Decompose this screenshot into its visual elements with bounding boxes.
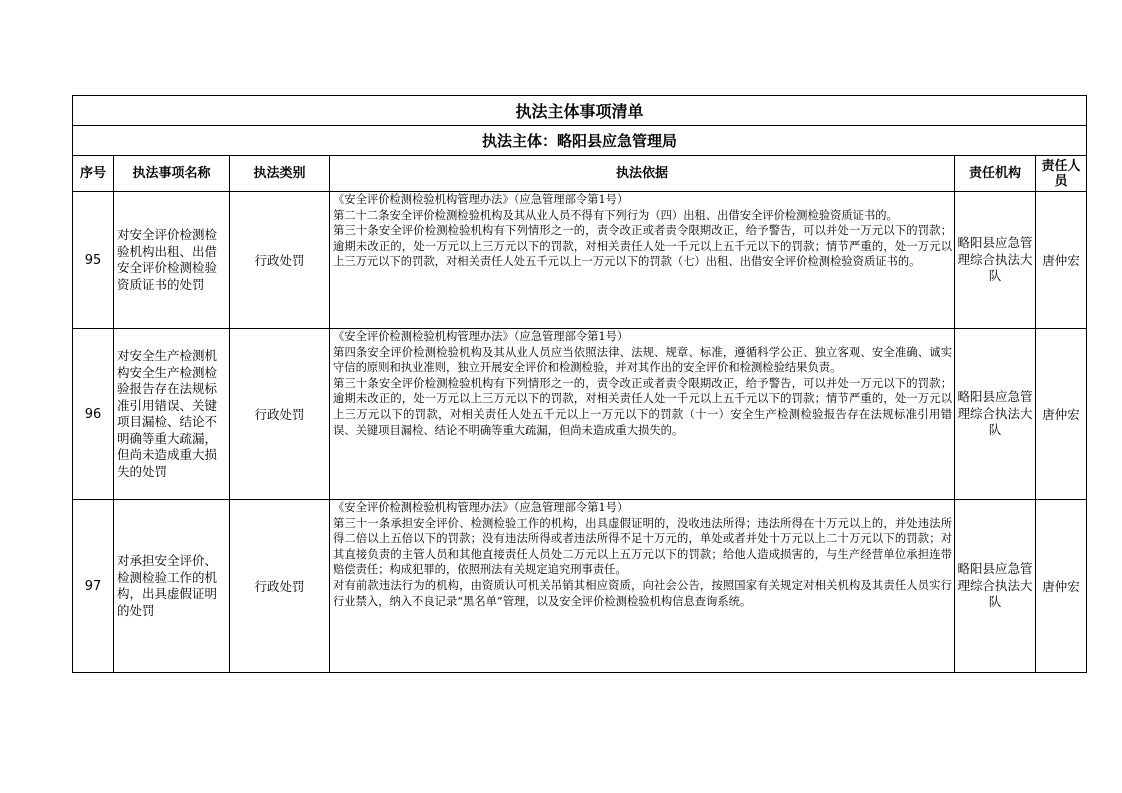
enforcement-items-table <box>72 95 1087 673</box>
row-basis <box>330 500 955 673</box>
basis-paragraph: 对有前款违法行为的机构，由资质认可机关吊销其相应资质，向社会公告，按照国家有关规定对相关机构及其责任人员实行行业禁入，纳入不良记录“黑名单”管理，以及安全评价检测检验机构信息查询系统。 <box>333 578 952 608</box>
row-seq: 95 <box>73 192 114 329</box>
title-row <box>73 96 1087 126</box>
row-basis <box>330 329 955 500</box>
row-category: 行政处罚 <box>230 329 330 500</box>
subject-row <box>73 126 1087 156</box>
row-org: 略阳县应急管理综合执法大队 <box>955 192 1036 329</box>
table-row <box>73 192 1087 329</box>
basis-paragraph: 《安全评价检测检验机构管理办法》（应急管理部令第1号） <box>333 330 629 343</box>
basis-paragraph: 第三十一条承担安全评价、检测检验工作的机构，出具虚假证明的，没收违法所得；违法所得在十万元以上的，并处违法所得二倍以上五倍以下的罚款；没有违法所得或者违法所得不足十万元的，单处或者并处十万元以上二十万元以下的罚款；对其直接负责的主管人员和其他直接责任人员处二万元以上五万元以下的罚款；给他人造成损害的，与生产经营单位承担连带赔偿责任；构成犯罪的，依照刑法有关规定追究刑事责任。 <box>333 516 952 577</box>
row-seq: 96 <box>73 329 114 500</box>
basis-paragraph: 第三十条安全评价检测检验机构有下列情形之一的，责令改正或者责令限期改正，给予警告，可以并处一万元以下的罚款；逾期未改正的，处一万元以上三万元以下的罚款，对相关责任人处一千元以上五千元以下的罚款；情节严重的，处一万元以上三万元以下的罚款，对相关责任人处五千元以上一万元以下的罚款（七）出租、出借安全评价检测检验资质证书的。 <box>333 224 952 269</box>
row-person: 唐仲宏 <box>1036 500 1087 673</box>
row-seq: 97 <box>73 500 114 673</box>
enforcement-subject: 执法主体：略阳县应急管理局 <box>73 126 1087 156</box>
header-name: 执法事项名称 <box>114 156 230 192</box>
basis-paragraph: 第四条安全评价检测检验机构及其从业人员应当依照法律、法规、规章、标准，遵循科学公正、独立客观、安全准确、诚实守信的原则和执业准则，独立开展安全评价和检测检验，并对其作出的安全评价和检测检验结果负责。 <box>333 345 952 375</box>
row-person: 唐仲宏 <box>1036 329 1087 500</box>
table-row <box>73 329 1087 500</box>
row-item-name: 对安全生产检测机构安全生产检测检验报告存在法规标准引用错误、关键项目漏检、结论不明确等重大疏漏，但尚未造成重大损失的处罚 <box>114 329 230 500</box>
row-category: 行政处罚 <box>230 192 330 329</box>
header-seq: 序号 <box>73 156 114 192</box>
header-category: 执法类别 <box>230 156 330 192</box>
header-org: 责任机构 <box>955 156 1036 192</box>
row-item-name: 对安全评价检测检验机构出租、出借安全评价检测检验资质证书的处罚 <box>114 192 230 329</box>
basis-paragraph: 《安全评价检测检验机构管理办法》（应急管理部令第1号） <box>333 501 629 514</box>
basis-paragraph: 《安全评价检测检验机构管理办法》（应急管理部令第1号） <box>333 193 629 206</box>
row-org: 略阳县应急管理综合执法大队 <box>955 329 1036 500</box>
sheet-title: 执法主体事项清单 <box>73 96 1087 126</box>
header-row <box>73 156 1087 192</box>
row-item-name: 对承担安全评价、检测检验工作的机构，出具虚假证明的处罚 <box>114 500 230 673</box>
basis-paragraph: 第三十条安全评价检测检验机构有下列情形之一的，责令改正或者责令限期改正，给予警告，可以并处一万元以下的罚款；逾期未改正的，处一万元以上三万元以下的罚款，对相关责任人处一千元以上五千元以下的罚款；情节严重的，处一万元以上三万元以下的罚款，对相关责任人处五千元以上一万元以下的罚款（十一）安全生产检测检验报告存在法规标准引用错误、关键项目漏检、结论不明确等重大疏漏，但尚未造成重大损失的。 <box>333 376 952 437</box>
basis-paragraph: 第二十二条安全评价检测检验机构及其从业人员不得有下列行为（四）出租、出借安全评价检测检验资质证书的。 <box>333 208 898 222</box>
row-category: 行政处罚 <box>230 500 330 673</box>
row-person: 唐仲宏 <box>1036 192 1087 329</box>
header-person: 责任人员 <box>1036 156 1087 192</box>
row-org: 略阳县应急管理综合执法大队 <box>955 500 1036 673</box>
table-row <box>73 500 1087 673</box>
header-basis: 执法依据 <box>330 156 955 192</box>
row-basis <box>330 192 955 329</box>
